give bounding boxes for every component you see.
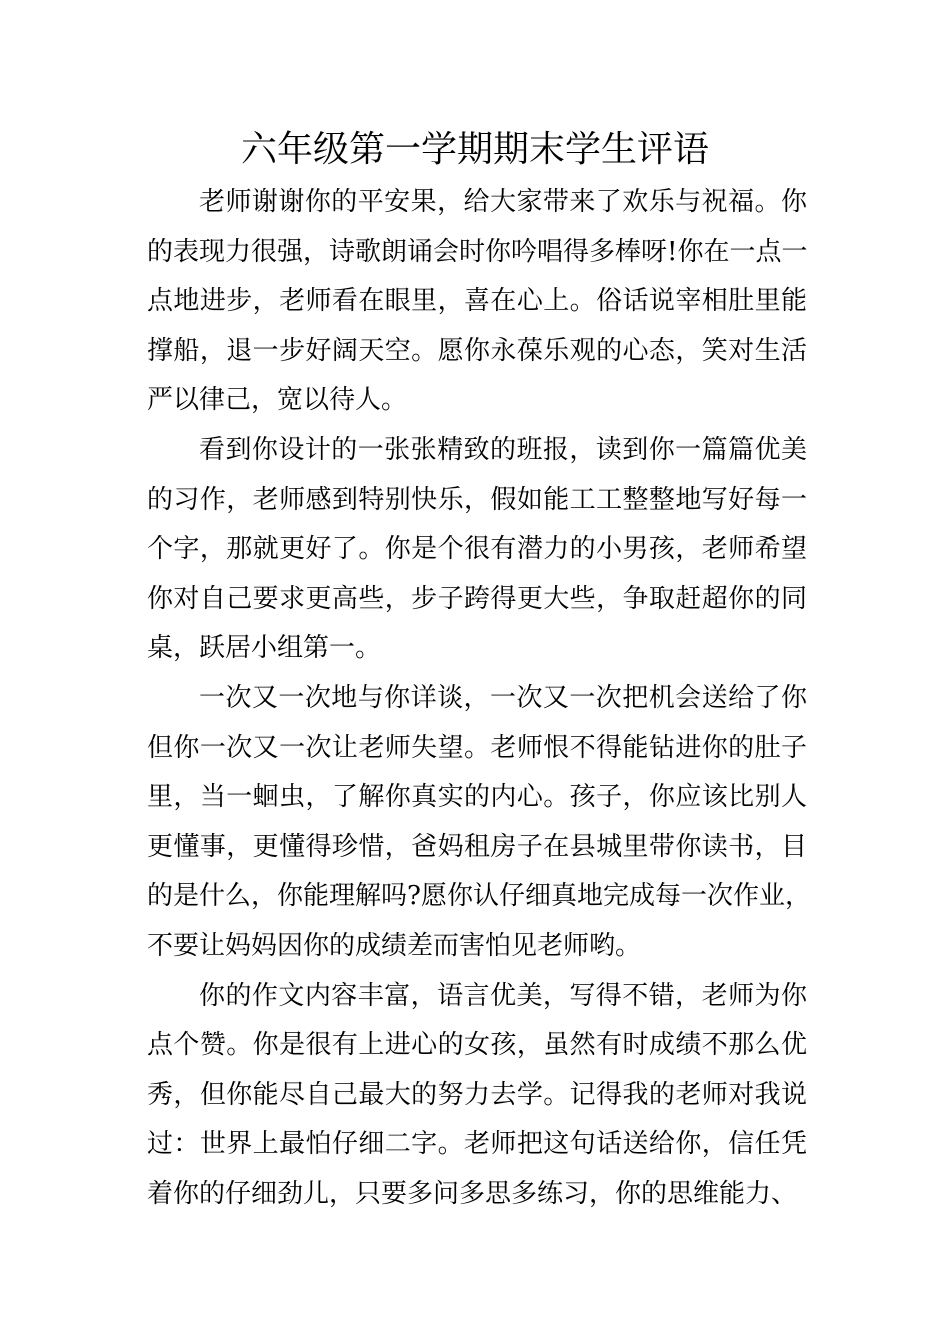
- paragraph-line: 你的作文内容丰富，语言优美，写得不错，老师为你: [199, 980, 807, 1011]
- comment-paragraph: [147, 178, 807, 426]
- paragraph-line: 看到你设计的一张张精致的班报，读到你一篇篇优美: [199, 434, 807, 465]
- paragraph-line: 更懂事，更懂得珍惜，爸妈租房子在县城里带你读书，目: [147, 831, 807, 862]
- paragraph-line: 撑船，退一步好阔天空。愿你永葆乐观的心态，笑对生活: [147, 335, 807, 366]
- paragraph-line: 但你一次又一次让老师失望。老师恨不得能钻进你的肚子: [147, 732, 807, 763]
- comment-paragraph: [147, 426, 807, 674]
- paragraph-line: 着你的仔细劲儿，只要多问多思多练习，你的思维能力、: [147, 1178, 798, 1209]
- paragraph-line: 过：世界上最怕仔细二字。老师把这句话送给你，信任凭: [147, 1129, 807, 1160]
- paragraph-line: 你对自己要求更高些，步子跨得更大些，争取赶超你的同: [147, 583, 807, 614]
- paragraph-line: 老师谢谢你的平安果，给大家带来了欢乐与祝福。你: [199, 187, 807, 217]
- paragraph-line: 里，当一蛔虫，了解你真实的内心。孩子，你应该比别人: [147, 782, 807, 813]
- comment-paragraph: [147, 972, 807, 1220]
- paragraph-line: 点个赞。你是很有上进心的女孩，虽然有时成绩不那么优: [147, 1030, 807, 1061]
- paragraph-line: 的是什么，你能理解吗?愿你认仔细真地完成每一次作业，: [147, 881, 811, 912]
- paragraph-line: 个字，那就更好了。你是个很有潜力的小男孩，老师希望: [147, 534, 807, 565]
- paragraph-line: 一次又一次地与你详谈，一次又一次把机会送给了你: [199, 682, 807, 713]
- paragraph-line: 点地进步，老师看在眼里，喜在心上。俗话说宰相肚里能: [147, 286, 807, 317]
- paragraph-line: 秀，但你能尽自己最大的努力去学。记得我的老师对我说: [147, 1079, 807, 1110]
- paragraph-line: 不要让妈妈因你的成绩差而害怕见老师哟。: [147, 930, 642, 961]
- paragraph-line: 的表现力很强，诗歌朗诵会时你吟唱得多棒呀!你在一点一: [147, 236, 808, 267]
- document-title: 六年级第一学期期末学生评语: [240, 129, 709, 170]
- paragraph-line: 桌，跃居小组第一。: [147, 633, 382, 664]
- document-body: [147, 178, 811, 1219]
- paragraph-line: 严以律己，宽以待人。: [147, 385, 408, 416]
- comment-paragraph: [147, 674, 811, 972]
- paragraph-line: 的习作，老师感到特别快乐，假如能工工整整地写好每一: [147, 484, 807, 515]
